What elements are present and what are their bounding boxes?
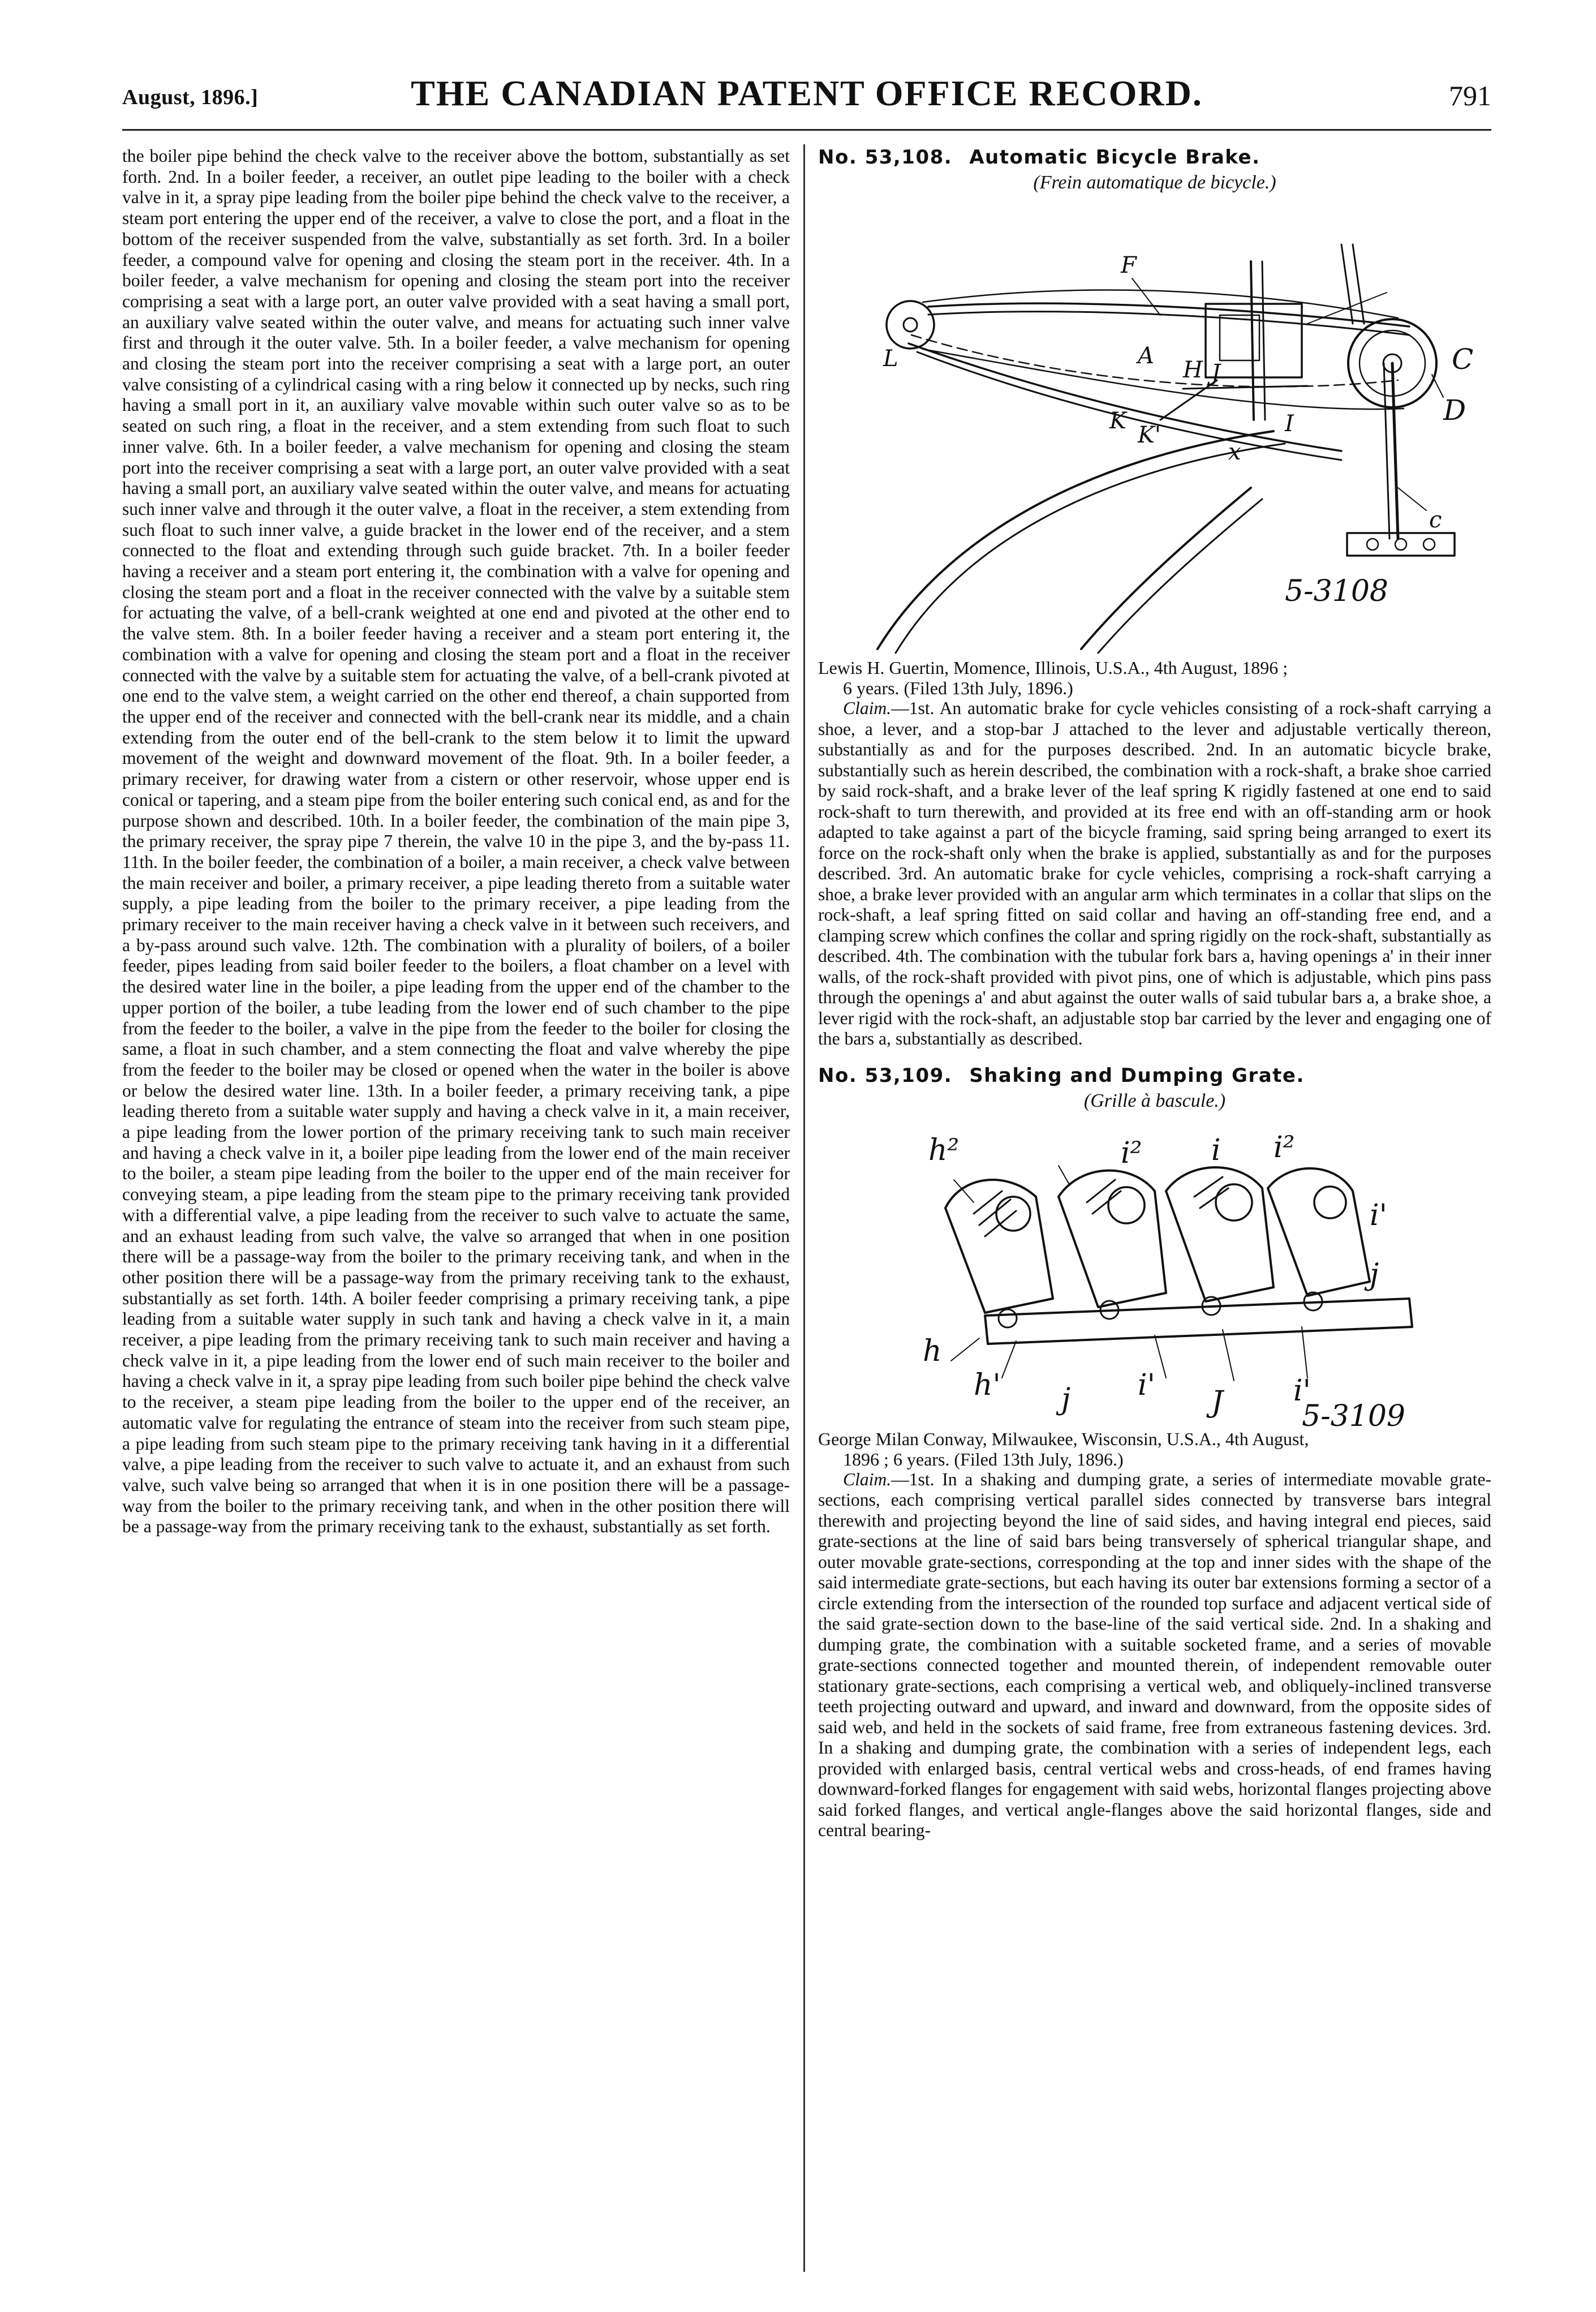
grate-figure: [872, 1112, 1438, 1433]
figure-label: D: [1443, 394, 1466, 427]
claim-text: —1st. An automatic brake for cycle vehicles consisting of a rock-shaft carrying a shoe, a lever, and a stop-bar J attached to the lever and adjustable vertically thereon, substantially as and for the purposes described. 2nd. In an automatic bicycle brake, substantially such as herein described, the combination with a rock-shaft, a brake shoe carried by said rock-shaft, and a brake lever of the leaf spring K rigidly fastened at one end to said rock-shaft to turn therewith, and provided at its free end with an off-standing arm or hook adapted to take against a part of the bicycle framing, said spring being arranged to exert its force on the rock-shaft only when the brake is applied, substantially as and for the purposes described. 3rd. An automatic brake for cycle vehicles, comprising a rock-shaft carrying a shoe, a brake lever provided with an angular arm which terminates in a collar that slips on the rock-shaft, a leaf spring fitted on said collar and having an off-standing free end, and a clamping screw which confines the collar and spring rigidly on the rock-shaft, substantially as described. 4th. The combination with the tubular fork bars a, having openings a' in their inner walls, of the rock-shaft provided with pivot pins, one of which is adjustable, which pins pass through the openings a' and abut against the outer walls of said tubular bars a, a brake shoe, a lever rigid with the rock-shaft, an adjustable stop bar carried by the lever and engaging one of the bars a, substantially as described.: [818, 698, 1491, 1048]
figure-label: I: [1285, 411, 1294, 437]
left-column: [122, 146, 790, 2262]
header-date: August, 1896.]: [122, 85, 259, 109]
inventor-line: [818, 657, 1491, 698]
figure-label: F: [1121, 252, 1137, 278]
figure-label: H: [1183, 357, 1203, 383]
running-header: [122, 72, 1491, 127]
claim-paragraph: [818, 698, 1491, 1050]
patent-title: Automatic Bicycle Brake.: [969, 146, 1261, 169]
figure-label: J: [1211, 360, 1221, 386]
patent-heading: [818, 1064, 1491, 1087]
figure-label: i: [1211, 1133, 1221, 1167]
figure-label: L: [883, 346, 898, 372]
claim-text: —1st. In a shaking and dumping grate, a series of intermediate movable grate-sections, each comprising vertical parallel sides connected by transverse bars integral therewith and projecting beyond the line of said sides, and having integral end pieces, said grate-sections at the line of said bars being transversely of spherical triangular shape, and outer movable grate-sections, corresponding at the top and inner sides with the shape of the said intermediate grate-sections, but each having its outer bar extensions forming a sector of a circle extending from the intersection of the rounded top surface and adjacent vertical side of the said grate-section down to the base-line of the said vertical side. 2nd. In a shaking and dumping grate, the combination with a suitable socketed frame, and a series of movable grate-sections connected together and mounted therein, of independent removable outer stationary grate-sections, each comprising a vertical web, and obliquely-inclined transverse teeth projecting outward and upward, and inward and downward, from the opposite sides of said web, and held in the sockets of said frame, free from extraneous fastening devices. 3rd. In a shaking and dumping grate, the combination with a series of independent legs, each provided with enlarged basis, central vertical webs and cross-heads, of end frames having downward-forked flanges for engagement with said webs, horizontal flanges projecting above said forked flanges, and vertical angle-flanges above the said horizontal flanges, side and central bearing-: [818, 1469, 1491, 1840]
inventor-name-date: George Milan Conway, Milwaukee, Wisconsin, U.S.A., 4th August,: [818, 1428, 1309, 1449]
figure-label: x: [1228, 439, 1241, 465]
figure-label: i²: [1121, 1136, 1142, 1170]
inventor-line: [818, 1429, 1491, 1469]
header-rule: [122, 129, 1491, 131]
left-column-text: the boiler pipe behind the check valve to the receiver above the bottom, substantially as set forth. 2nd. In a boiler feeder, a receiver, an outlet pipe leading to the boiler with a check valve in it, a spray pipe leading from the boiler pipe behind the check valve to the receiver, a steam port entering the upper end of the receiver, a valve to close the port, and a float in the bottom of the receiver suspended from the valve, substantially as set forth. 3rd. In a boiler feeder, a compound valve for opening and closing the steam port in the receiver. 4th. In a boiler feeder, a valve mechanism for opening and closing the steam port into the receiver comprising a seat with a large port, an outer valve provided with a seat having a small port, an auxiliary valve seated within the outer valve, and means for actuating such inner valve first and through it the outer valve. 5th. In a boiler feeder, a valve mechanism for opening and closing the steam port into the receiver comprising a seat with a large port, an outer valve consisting of a cylindrical casing with a ring below it connected up by necks, such ring having a small port in it, an auxiliary valve movable within such outer valve so as to be seated on such ring, a float in the receiver, and a stem extending from such float to such inner valve. 6th. In a boiler feeder, a valve mechanism for opening and closing the steam port into the receiver comprising a seat with a large port, an outer valve provided with a seat having a small port, an auxiliary valve seated within the outer valve, and means for actuating such inner valve and through it the outer valve, a float in the receiver, a stem extending from such float to such inner valve, a guide bracket in the lower end of the receiver, and a stem connected to the float and extending through such guide bracket. 7th. In a boiler feeder having a receiver and a steam port entering it, the combination with a valve for opening and closing the steam port and a float in the receiver connected with the valve by a suitable stem for actuating the valve, of a bell-crank weighted at one end and pivoted at the other end to the valve stem. 8th. In a boiler feeder having a receiver and a steam port entering it, the combination with a valve for opening and closing the steam port and a float in the receiver connected with the valve by a suitable stem for actuating the valve, of a bell-crank pivoted at one end to the valve stem, a weight carried on the other end thereof, a chain supported from the upper end of the receiver and connected with the bell-crank near its middle, and a chain extending from the outer end of the bell-crank to the stem below it to limit the upward movement of the weight and downward movement of the float. 9th. In a boiler feeder, a primary receiver, for drawing water from a cistern or other reservoir, whose upper end is conical or tapering, and a steam pipe from the boiler entering such conical end, as and for the purpose shown and described. 10th. In a boiler feeder, the combination of the main pipe 3, the primary receiver, the spray pipe 7 therein, the valve 10 in the pipe 3, and the by-pass 11. 11th. In the boiler feeder, the combination of a boiler, a main receiver, a check valve between the main receiver and boiler, a primary receiver, a pipe leading thereto from a suitable water supply, a pipe leading from the boiler to the primary receiver, a pipe leading from the primary receiver to the main receiver having a check valve in it between such receivers, and a by-pass around such valve. 12th. The combination with a plurality of boilers, of a boiler feeder, pipes leading from said boiler feeder to the boilers, a float chamber on a level with the desired water line in the boiler, a pipe leading from the upper end of the chamber to the upper portion of the boiler, a tube leading from the lower end of such chamber to the pipe from the feeder to the boiler, a valve in the pipe from the feeder to the boiler for closing the same, a float in such chamber, and a stem connecting the float and valve whereby the pipe from the feeder to the boiler may be closed or opened when the water in the boiler is above or below the desired water line. 13th. In a boiler feeder, a primary receiving tank, a pipe leading thereto from a suitable water supply and having a check valve in it, a main receiver, a pipe leading from the lower portion of the primary receiving tank to such main receiver and having a check valve in it, a boiler pipe leading from the lower end of the main receiver to the boiler, a steam pipe leading from the boiler to the upper end of the main receiver for conveying steam, a pipe leading from the steam pipe to the primary receiving tank provided with a differential valve, a pipe leading from the receiver to such valve to actuate the same, and an exhaust leading from such valve, the valve so arranged that when in one position there will be a passage-way from the boiler to the primary receiving tank, and when in the other position there will be a passage-way from the primary receiving tank to the exhaust, substantially as set forth. 14th. A boiler feeder comprising a primary receiving tank, a pipe leading from a suitable water supply in such tank and having a check valve in it, a main receiver, a pipe leading from the primary receiving tank to such main receiver and having a check valve in it, a pipe leading from the lower end of such main receiver to the boiler and having a check valve in it, a spray pipe leading from such boiler pipe behind the check valve to the receiver, a steam pipe leading from the boiler to the upper end of the receiver, an automatic valve for regulating the entrance of steam into the receiver from such steam pipe, a pipe leading from such steam pipe to the primary receiving tank having in it a differential valve, a pipe leading from the receiver to such valve to actuate it, and an exhaust from such valve, such valve being so arranged that when it is in one position there will be a passage-way from the boiler to the primary receiving tank, and when in the other position there will be a passage-way from the primary receiving tank to the exhaust, substantially as set forth.: [122, 146, 790, 1537]
figure-label: A: [1138, 343, 1154, 369]
claim-paragraph: [818, 1469, 1491, 1841]
patent-french-title: (Frein automatique de bicycle.): [1033, 172, 1276, 193]
figure-label: i': [1370, 1198, 1387, 1232]
figure-label: i': [1138, 1368, 1155, 1402]
patent-entry-53108: [818, 146, 1491, 1050]
patent-number: No. 53,109.: [818, 1064, 953, 1087]
figure-label: h: [923, 1334, 942, 1368]
right-column: [818, 146, 1491, 2290]
patent-title: Shaking and Dumping Grate.: [969, 1064, 1305, 1087]
figure-label: 5-3108: [1285, 574, 1388, 608]
patent-heading: [818, 146, 1491, 169]
bicycle-brake-figure: [844, 194, 1474, 657]
figure-label: J: [1211, 1385, 1223, 1419]
patent-entry-53109: [818, 1064, 1491, 1841]
figure-label: c: [1429, 507, 1442, 533]
filing-info: 1896 ; 6 years. (Filed 13th July, 1896.): [843, 1449, 1124, 1469]
figure-label: C: [1452, 343, 1474, 376]
figure-label: i': [1293, 1373, 1311, 1408]
figure-label: j: [1061, 1382, 1071, 1416]
figure-label: h': [974, 1368, 1001, 1402]
figure-label: h²: [928, 1133, 960, 1167]
claim-label: Claim.: [843, 1469, 892, 1489]
column-divider: [803, 144, 805, 2272]
inventor-name-date: Lewis H. Guertin, Momence, Illinois, U.S.A., 4th August, 1896 ;: [818, 657, 1288, 678]
figure-label: i²: [1274, 1130, 1295, 1164]
filing-info: 6 years. (Filed 13th July, 1896.): [843, 678, 1073, 698]
figure-label: 5-3109: [1302, 1399, 1405, 1433]
patent-french-title: (Grille à bascule.): [1083, 1090, 1226, 1111]
claim-label: Claim.: [843, 698, 892, 718]
figure-label: j: [1370, 1257, 1379, 1292]
figure-label: K: [1109, 408, 1126, 434]
patent-number: No. 53,108.: [818, 146, 953, 169]
figure-label: K': [1138, 422, 1161, 448]
page-number: 791: [1449, 80, 1491, 111]
journal-title: THE CANADIAN PATENT OFFICE RECORD.: [411, 73, 1203, 113]
